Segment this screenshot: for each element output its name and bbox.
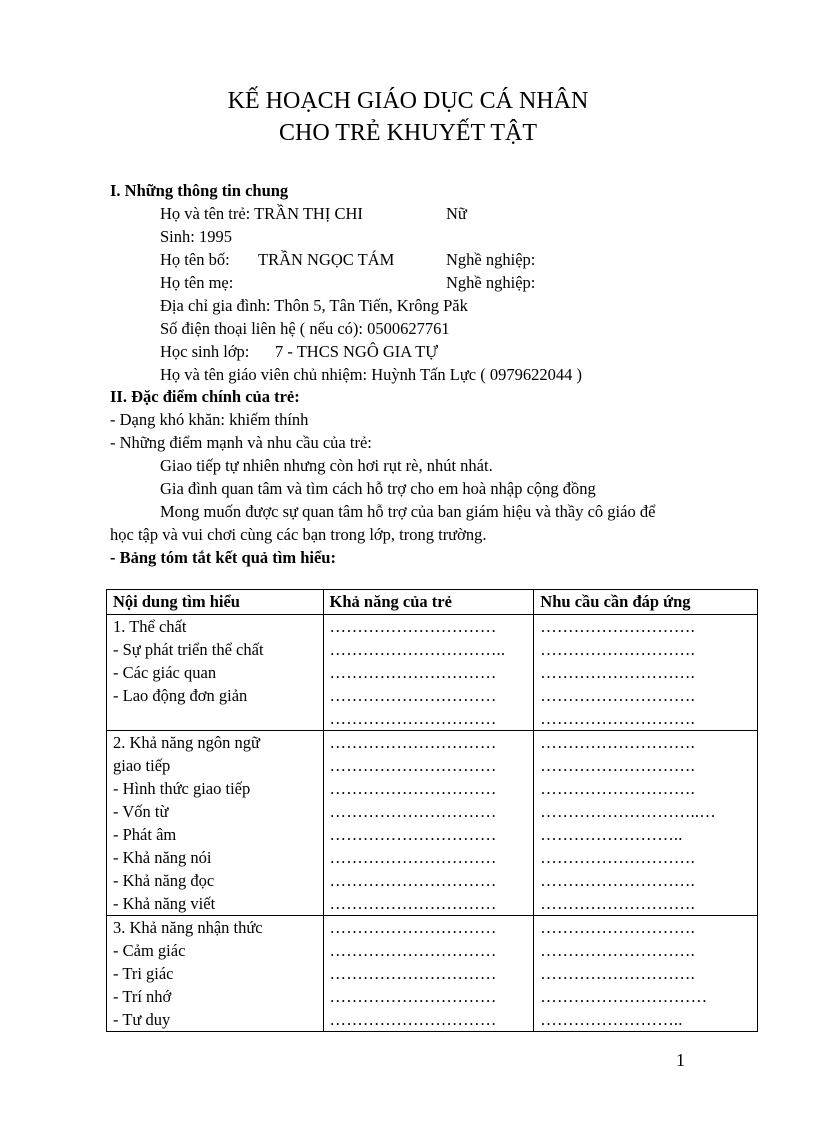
topic-line: - Phát âm bbox=[113, 825, 177, 844]
ability-line: ………………………… bbox=[329, 825, 497, 844]
section1-heading: I. Những thông tin chung bbox=[110, 181, 289, 200]
table-row bbox=[107, 916, 758, 1032]
need-line: ………………………. bbox=[540, 964, 695, 983]
document-title-line2: CHO TRẺ KHUYẾT TẬT bbox=[279, 120, 537, 146]
ability-line: ………………………… bbox=[329, 733, 497, 752]
need-line: ………………………. bbox=[540, 848, 695, 867]
wish-line: Mong muốn được sự quan tâm hỗ trợ của ban giám hiệu và thầy cô giáo để bbox=[160, 502, 656, 521]
ability-line: ………………………… bbox=[329, 663, 497, 682]
need-line: ………………………. bbox=[540, 779, 695, 798]
child-name: Họ và tên trẻ: TRẦN THỊ CHI bbox=[160, 204, 363, 223]
need-cell bbox=[534, 916, 758, 1032]
need-line: …………………….. bbox=[540, 1010, 683, 1029]
mother-job: Nghề nghiệp: bbox=[446, 273, 536, 292]
summary-table bbox=[106, 589, 758, 1032]
ability-line: ………………………… bbox=[329, 871, 497, 890]
topic-line: - Cảm giác bbox=[113, 941, 186, 960]
topic-line: - Sự phát triển thể chất bbox=[113, 640, 264, 659]
difficulty-type: - Dạng khó khăn: khiếm thính bbox=[110, 410, 309, 429]
need-line: ………………………. bbox=[540, 709, 695, 728]
father-job: Nghề nghiệp: bbox=[446, 250, 536, 269]
need-line: ………………………..… bbox=[540, 802, 716, 821]
strength-item: Giao tiếp tự nhiên nhưng còn hơi rụt rè, nhút nhát. bbox=[160, 456, 493, 475]
ability-line: ………………………… bbox=[329, 802, 497, 821]
ability-line: ………………………… bbox=[329, 848, 497, 867]
ability-line: ………………………… bbox=[329, 709, 497, 728]
father-name: TRẦN NGỌC TÁM bbox=[258, 250, 395, 269]
table-row bbox=[107, 731, 758, 916]
page-number: 1 bbox=[676, 1050, 685, 1070]
header-topic: Nội dung tìm hiểu bbox=[107, 590, 324, 615]
header-need: Nhu cầu cần đáp ứng bbox=[534, 590, 758, 615]
father-label: Họ tên bố: bbox=[160, 250, 230, 269]
need-line: ………………………. bbox=[540, 871, 695, 890]
birth-year: Sinh: 1995 bbox=[160, 227, 232, 246]
need-cell bbox=[534, 615, 758, 731]
strengths-label: - Những điểm mạnh và nhu cầu của trẻ: bbox=[110, 433, 372, 452]
topic-line: - Vốn từ bbox=[113, 802, 169, 821]
section2-heading: II. Đặc điểm chính của trẻ: bbox=[110, 387, 300, 406]
class-value: 7 - THCS NGÔ GIA TỰ bbox=[275, 342, 438, 361]
topic-cell bbox=[107, 731, 324, 916]
topic-line: - Các giác quan bbox=[113, 663, 217, 682]
ability-line: ………………………… bbox=[329, 941, 497, 960]
ability-cell bbox=[323, 731, 534, 916]
ability-line: ………………………… bbox=[329, 779, 497, 798]
strength-item: Gia đình quan tâm và tìm cách hỗ trợ cho em hoà nhập cộng đồng bbox=[160, 479, 596, 498]
ability-line: ………………………….. bbox=[329, 640, 506, 659]
homeroom-teacher: Họ và tên giáo viên chủ nhiệm: Huỳnh Tấn Lực ( 0979622044 ) bbox=[160, 365, 582, 384]
ability-cell bbox=[323, 916, 534, 1032]
need-line: ………………………. bbox=[540, 640, 695, 659]
class-label: Học sinh lớp: bbox=[160, 342, 250, 361]
need-cell bbox=[534, 731, 758, 916]
ability-line: ………………………… bbox=[329, 964, 497, 983]
need-line: ………………………. bbox=[540, 941, 695, 960]
header-ability: Khả năng của trẻ bbox=[323, 590, 534, 615]
need-line: ………………………. bbox=[540, 686, 695, 705]
child-gender: Nữ bbox=[446, 204, 467, 223]
topic-line: 2. Khả năng ngôn ngữ bbox=[113, 733, 260, 752]
topic-line: 1. Thể chất bbox=[113, 617, 187, 636]
ability-line: ………………………… bbox=[329, 987, 497, 1006]
topic-line: - Khả năng đọc bbox=[113, 871, 215, 890]
topic-line: 3. Khả năng nhận thức bbox=[113, 918, 263, 937]
ability-line: ………………………… bbox=[329, 686, 497, 705]
ability-line: ………………………… bbox=[329, 617, 497, 636]
mother-label: Họ tên mẹ: bbox=[160, 273, 234, 292]
address: Địa chỉ gia đình: Thôn 5, Tân Tiến, Krông Păk bbox=[160, 296, 468, 315]
need-line: ………………………. bbox=[540, 663, 695, 682]
topic-line bbox=[113, 707, 323, 730]
topic-line: - Tri giác bbox=[113, 964, 174, 983]
table-row bbox=[107, 615, 758, 731]
topic-line: - Khả năng nói bbox=[113, 848, 212, 867]
need-line: …………………….. bbox=[540, 825, 683, 844]
need-line: ………………………. bbox=[540, 733, 695, 752]
wish-line: học tập và vui chơi cùng các bạn trong lớp, trong trường. bbox=[110, 525, 487, 544]
topic-line: - Tư duy bbox=[113, 1010, 171, 1029]
topic-cell bbox=[107, 615, 324, 731]
topic-line: - Lao động đơn giản bbox=[113, 686, 248, 705]
topic-cell bbox=[107, 916, 324, 1032]
need-line: ………………………. bbox=[540, 918, 695, 937]
table-header-row bbox=[107, 590, 758, 615]
ability-line: ………………………… bbox=[329, 756, 497, 775]
topic-line: giao tiếp bbox=[113, 756, 171, 775]
ability-line: ………………………… bbox=[329, 894, 497, 913]
document-title-line1: KẾ HOẠCH GIÁO DỤC CÁ NHÂN bbox=[227, 88, 589, 114]
topic-line: - Hình thức giao tiếp bbox=[113, 779, 251, 798]
topic-line: - Trí nhớ bbox=[113, 987, 172, 1006]
ability-line: ………………………… bbox=[329, 1010, 497, 1029]
need-line: ………………………… bbox=[540, 987, 708, 1006]
need-line: ………………………. bbox=[540, 894, 695, 913]
topic-line: - Khả năng viết bbox=[113, 894, 216, 913]
summary-label: - Bảng tóm tắt kết quả tìm hiểu: bbox=[110, 548, 336, 567]
ability-cell bbox=[323, 615, 534, 731]
need-line: ………………………. bbox=[540, 756, 695, 775]
ability-line: ………………………… bbox=[329, 918, 497, 937]
phone: Số điện thoại liên hệ ( nếu có): 0500627761 bbox=[160, 319, 450, 338]
need-line: ………………………. bbox=[540, 617, 695, 636]
